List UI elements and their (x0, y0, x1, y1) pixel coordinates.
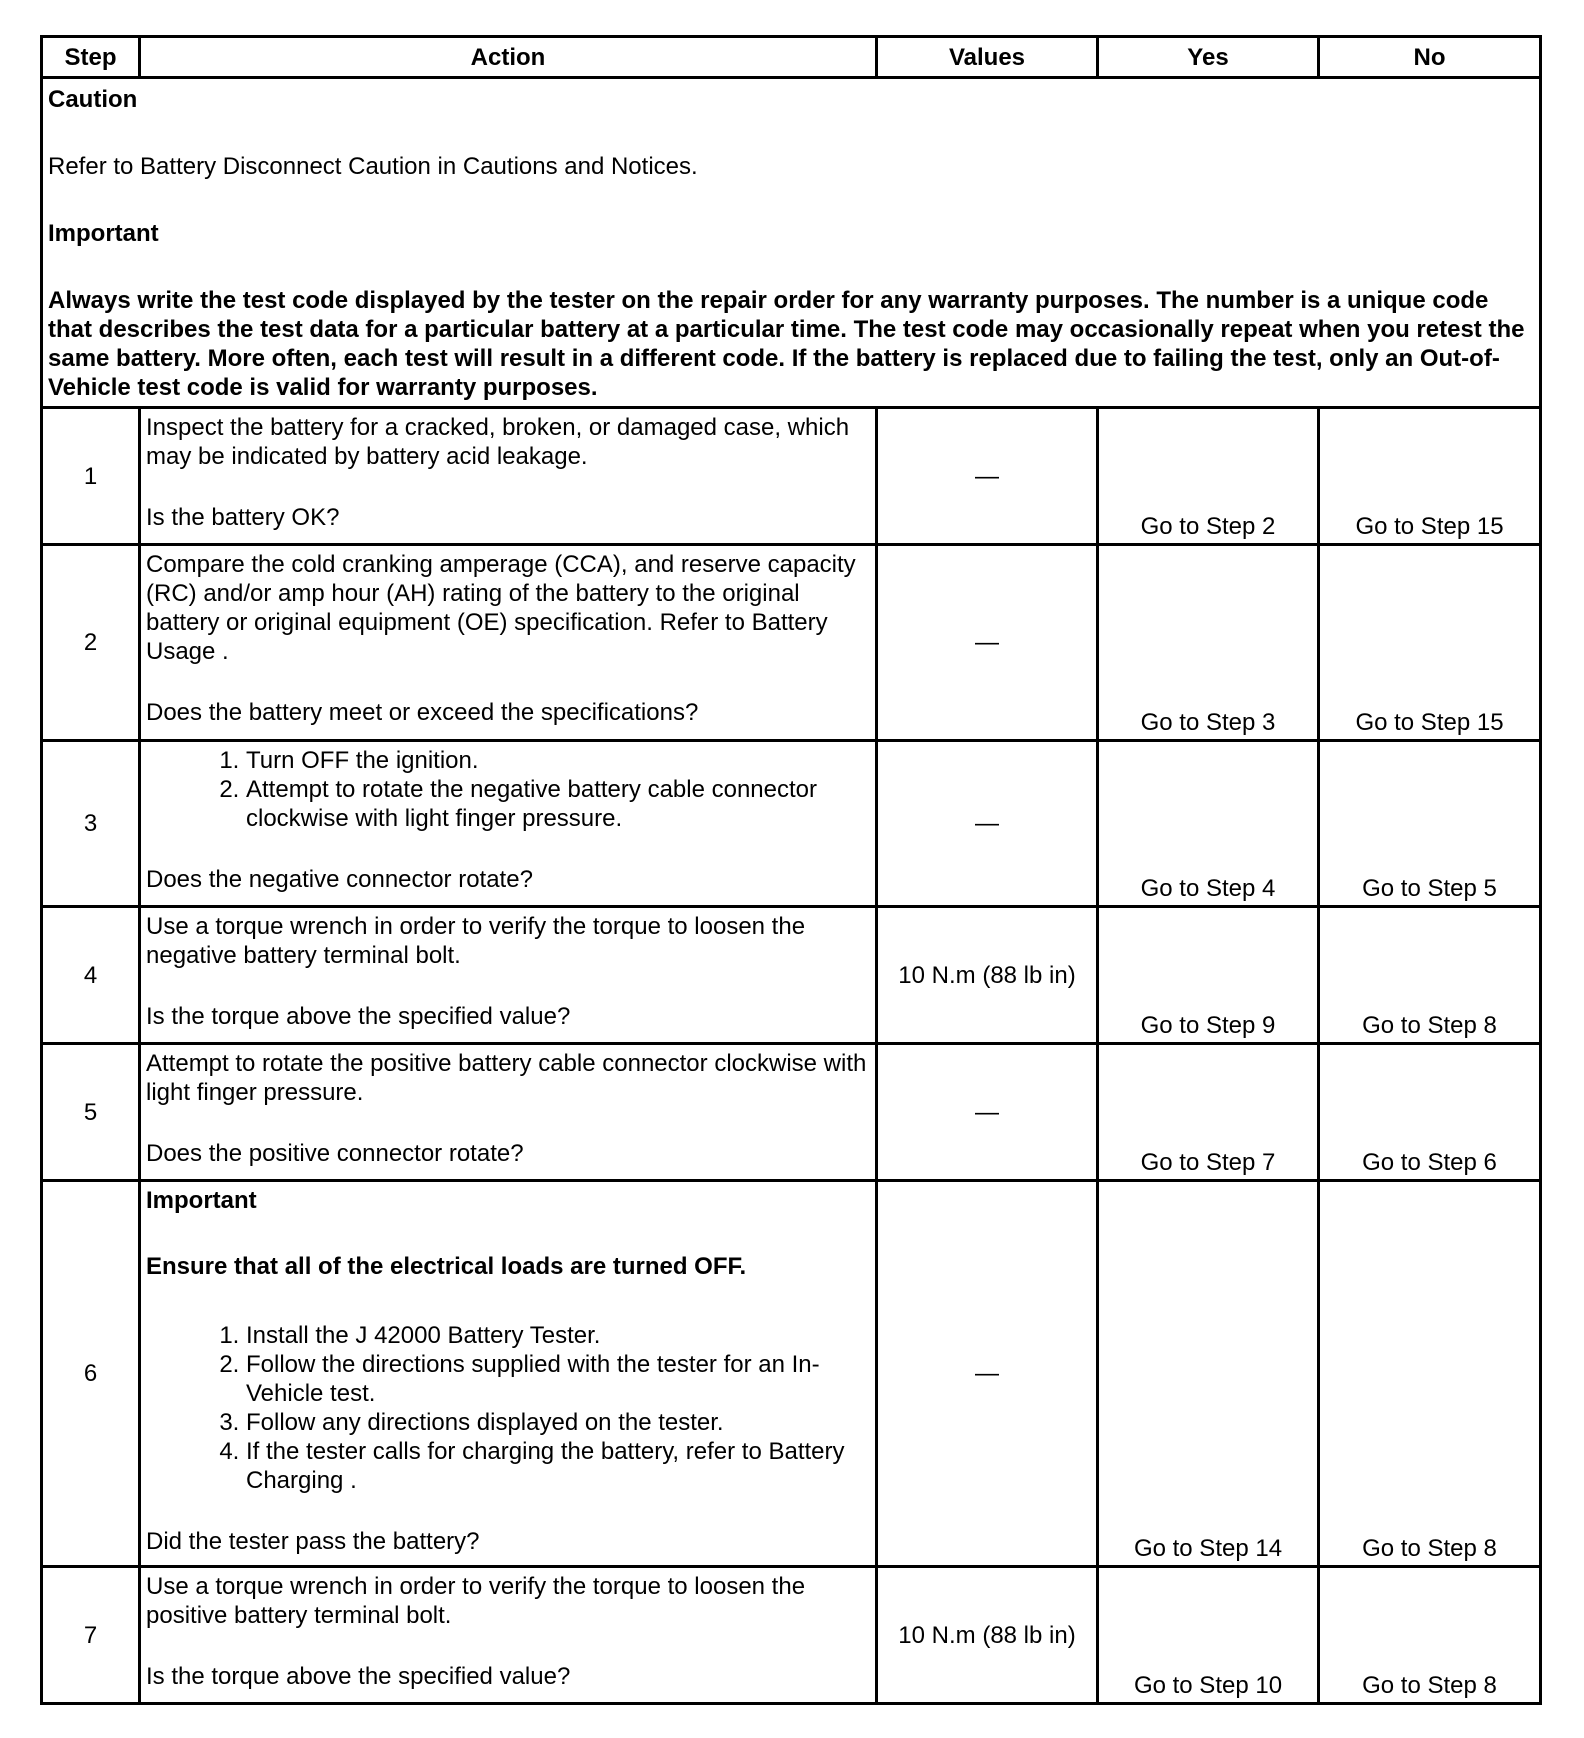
action-question: Is the torque above the specified value? (146, 1003, 571, 1030)
action-question: Does the battery meet or exceed the specifications? (146, 699, 699, 726)
table-row (42, 408, 1541, 545)
step-number: 4 (42, 907, 140, 1044)
value-cell: — (877, 545, 1098, 741)
table-row (42, 907, 1541, 1044)
step-number: 5 (42, 1044, 140, 1181)
action-cell (140, 1181, 877, 1567)
action-question: Is the torque above the specified value? (146, 1663, 571, 1690)
value-cell: — (877, 1044, 1098, 1181)
step-number: 1 (42, 408, 140, 545)
action-question: Does the negative connector rotate? (146, 866, 533, 893)
list-item: 4. If the tester calls for charging the battery, refer to Battery Charging . (246, 1437, 869, 1495)
value-cell: — (877, 1181, 1098, 1567)
no-cell: Go to Step 6 (1319, 1044, 1541, 1181)
value-cell: — (877, 741, 1098, 907)
action-cell (140, 408, 877, 545)
action-text: Use a torque wrench in order to verify the torque to loosen the negative battery terminal bolt. (146, 913, 806, 969)
action-cell (140, 741, 877, 907)
header-values: Values (877, 37, 1098, 78)
step-number: 6 (42, 1181, 140, 1567)
action-question: Is the battery OK? (146, 504, 340, 531)
yes-cell: Go to Step 10 (1098, 1567, 1319, 1704)
action-question: Does the positive connector rotate? (146, 1140, 524, 1167)
list-item: 2. Follow the directions supplied with the tester for an In-Vehicle test. (246, 1350, 869, 1408)
table-row (42, 545, 1541, 741)
action-cell (140, 1044, 877, 1181)
value-cell: — (877, 408, 1098, 545)
yes-cell: Go to Step 3 (1098, 545, 1319, 741)
step-number: 2 (42, 545, 140, 741)
action-text: Attempt to rotate the positive battery cable connector clockwise with light finger pressure. (146, 1050, 867, 1106)
header-row (42, 37, 1541, 78)
table-row (42, 1044, 1541, 1181)
caution-cell (42, 78, 1541, 408)
no-cell: Go to Step 5 (1319, 741, 1541, 907)
table-row (42, 1181, 1541, 1567)
value-cell: 10 N.m (88 lb in) (877, 1567, 1098, 1704)
step-number: 3 (42, 741, 140, 907)
action-cell (140, 907, 877, 1044)
caution-label: Caution (48, 86, 138, 113)
list-item: 2. Attempt to rotate the negative battery cable connector clockwise with light finger pressure. (246, 775, 869, 833)
action-text: Inspect the battery for a cracked, broken, or damaged case, which may be indicated by battery acid leakage. (146, 414, 850, 470)
value-cell: 10 N.m (88 lb in) (877, 907, 1098, 1044)
table-row (42, 741, 1541, 907)
action-cell (140, 545, 877, 741)
yes-cell: Go to Step 2 (1098, 408, 1319, 545)
no-cell: Go to Step 8 (1319, 907, 1541, 1044)
no-cell: Go to Step 15 (1319, 408, 1541, 545)
no-cell: Go to Step 8 (1319, 1181, 1541, 1567)
action-question: Did the tester pass the battery? (146, 1528, 480, 1555)
action-text: Compare the cold cranking amperage (CCA), and reserve capacity (RC) and/or amp hour (AH) rating of the battery to the original battery or original equipment (OE) specification. Refer to Battery Usage . (146, 551, 856, 665)
caution-text: Refer to Battery Disconnect Caution in Cautions and Notices. (48, 153, 698, 180)
header-yes: Yes (1098, 37, 1319, 78)
action-cell (140, 1567, 877, 1704)
important-text: Always write the test code displayed by the tester on the repair order for any warranty purposes. The number is a unique code that describes the test data for a particular battery at a particular time. The test code may occasionally repeat when you retest the same battery. More often, each test will result in a different code. If the battery is replaced due to failing the test, only an Out-of-Vehicle test code is valid for warranty purposes. (48, 287, 1525, 401)
no-cell: Go to Step 15 (1319, 545, 1541, 741)
action-list (146, 746, 869, 833)
caution-row (42, 78, 1541, 408)
diagnostic-table (40, 35, 1542, 1705)
yes-cell: Go to Step 14 (1098, 1181, 1319, 1567)
important-label: Important (48, 220, 159, 247)
important-text: Ensure that all of the electrical loads are turned OFF. (146, 1253, 747, 1280)
action-text: Use a torque wrench in order to verify the torque to loosen the positive battery terminal bolt. (146, 1573, 806, 1629)
yes-cell: Go to Step 4 (1098, 741, 1319, 907)
list-item: 1. Turn OFF the ignition. (246, 746, 869, 775)
header-action: Action (140, 37, 877, 78)
step-number: 7 (42, 1567, 140, 1704)
list-item: 1. Install the J 42000 Battery Tester. (246, 1321, 869, 1350)
table-row (42, 1567, 1541, 1704)
header-step: Step (42, 37, 140, 78)
action-list (146, 1321, 869, 1495)
yes-cell: Go to Step 7 (1098, 1044, 1319, 1181)
header-no: No (1319, 37, 1541, 78)
no-cell: Go to Step 8 (1319, 1567, 1541, 1704)
list-item: 3. Follow any directions displayed on the tester. (246, 1408, 869, 1437)
important-label: Important (146, 1187, 257, 1214)
yes-cell: Go to Step 9 (1098, 907, 1319, 1044)
